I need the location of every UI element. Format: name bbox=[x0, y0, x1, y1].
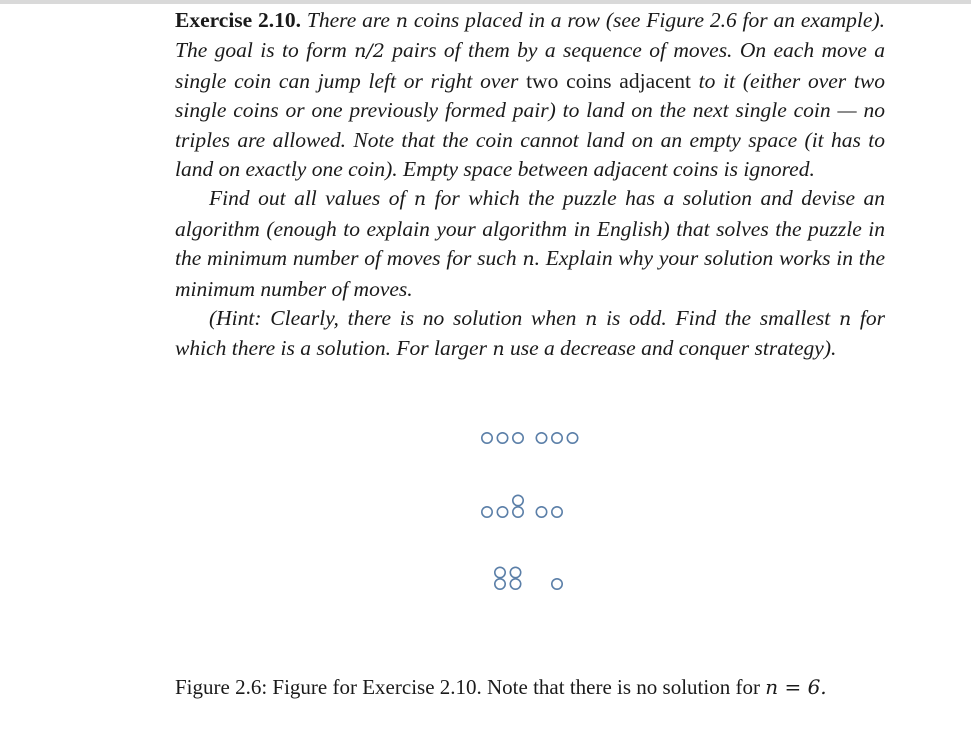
p2-text-b: for which the puzzle has a solution and devise an algorithm (enough to explain your algorithm in English) that solves the puzzle in the minimum number of moves for such bbox=[175, 186, 885, 271]
p2-text-c: . Explain why your solution works in the minimum number of moves. bbox=[175, 246, 885, 301]
p1-text-b: coins placed in a row (see Figure 2.6 for an example). The goal is to form bbox=[175, 8, 885, 63]
coin bbox=[552, 433, 562, 443]
coin bbox=[552, 579, 562, 589]
figure-caption bbox=[175, 673, 895, 702]
var-n: n bbox=[395, 10, 409, 32]
exercise-paragraph-2 bbox=[175, 184, 885, 304]
top-rule bbox=[0, 0, 971, 4]
p1-text-d: to it (either over two single coins or one previously formed pair) to land on the next single coin — no triples are allowed. Note that the coin cannot land on an empty space (it has to land on exactly one coin). Empty space between adjacent coins is ignored. bbox=[175, 68, 885, 182]
coin-row bbox=[495, 567, 562, 589]
p3-text-c: for which there is a solution. For larger bbox=[175, 306, 886, 361]
p3-text-d: use a decrease and conquer strategy). bbox=[504, 336, 837, 361]
var-n: n bbox=[492, 338, 505, 361]
var-n: n bbox=[413, 188, 427, 211]
coin-row bbox=[482, 495, 562, 517]
exercise-label: Exercise 2.10. bbox=[175, 8, 302, 32]
var-n: n bbox=[522, 248, 535, 271]
two-coins-adjacent: two coins adjacent bbox=[526, 68, 691, 93]
coin bbox=[482, 433, 492, 443]
coin bbox=[497, 433, 507, 443]
coin bbox=[510, 579, 520, 589]
coin bbox=[513, 507, 523, 517]
caption-math: n = 6. bbox=[765, 675, 827, 699]
p3-text-a: (Hint: Clearly, there is no solution when bbox=[209, 306, 586, 331]
coin-figure bbox=[470, 420, 590, 600]
var-n: n bbox=[838, 308, 852, 331]
coin bbox=[482, 507, 492, 517]
coin bbox=[513, 495, 523, 505]
exercise-text bbox=[175, 6, 885, 365]
p1-text-a: There are bbox=[301, 8, 396, 32]
p3-text-b: is odd. Find the smallest bbox=[597, 306, 839, 331]
exercise-paragraph-3 bbox=[175, 304, 885, 365]
caption-text: Figure 2.6: Figure for Exercise 2.10. Note that there is no solution for bbox=[175, 675, 766, 699]
p2-text-a: Find out all values of bbox=[209, 186, 414, 211]
coin bbox=[536, 507, 546, 517]
p1-text-c: pairs of them by a sequence of moves. On each move a single coin can jump left or right over bbox=[175, 38, 885, 93]
coin-row bbox=[482, 433, 578, 443]
coin bbox=[567, 433, 577, 443]
var-n: n bbox=[585, 308, 598, 331]
coin bbox=[552, 507, 562, 517]
coin bbox=[513, 433, 523, 443]
coin bbox=[510, 567, 520, 577]
coin bbox=[495, 579, 505, 589]
n-over-2: n/2 bbox=[354, 40, 385, 63]
coin bbox=[536, 433, 546, 443]
coin bbox=[495, 567, 505, 577]
exercise-paragraph-1 bbox=[175, 6, 885, 184]
coin bbox=[497, 507, 507, 517]
